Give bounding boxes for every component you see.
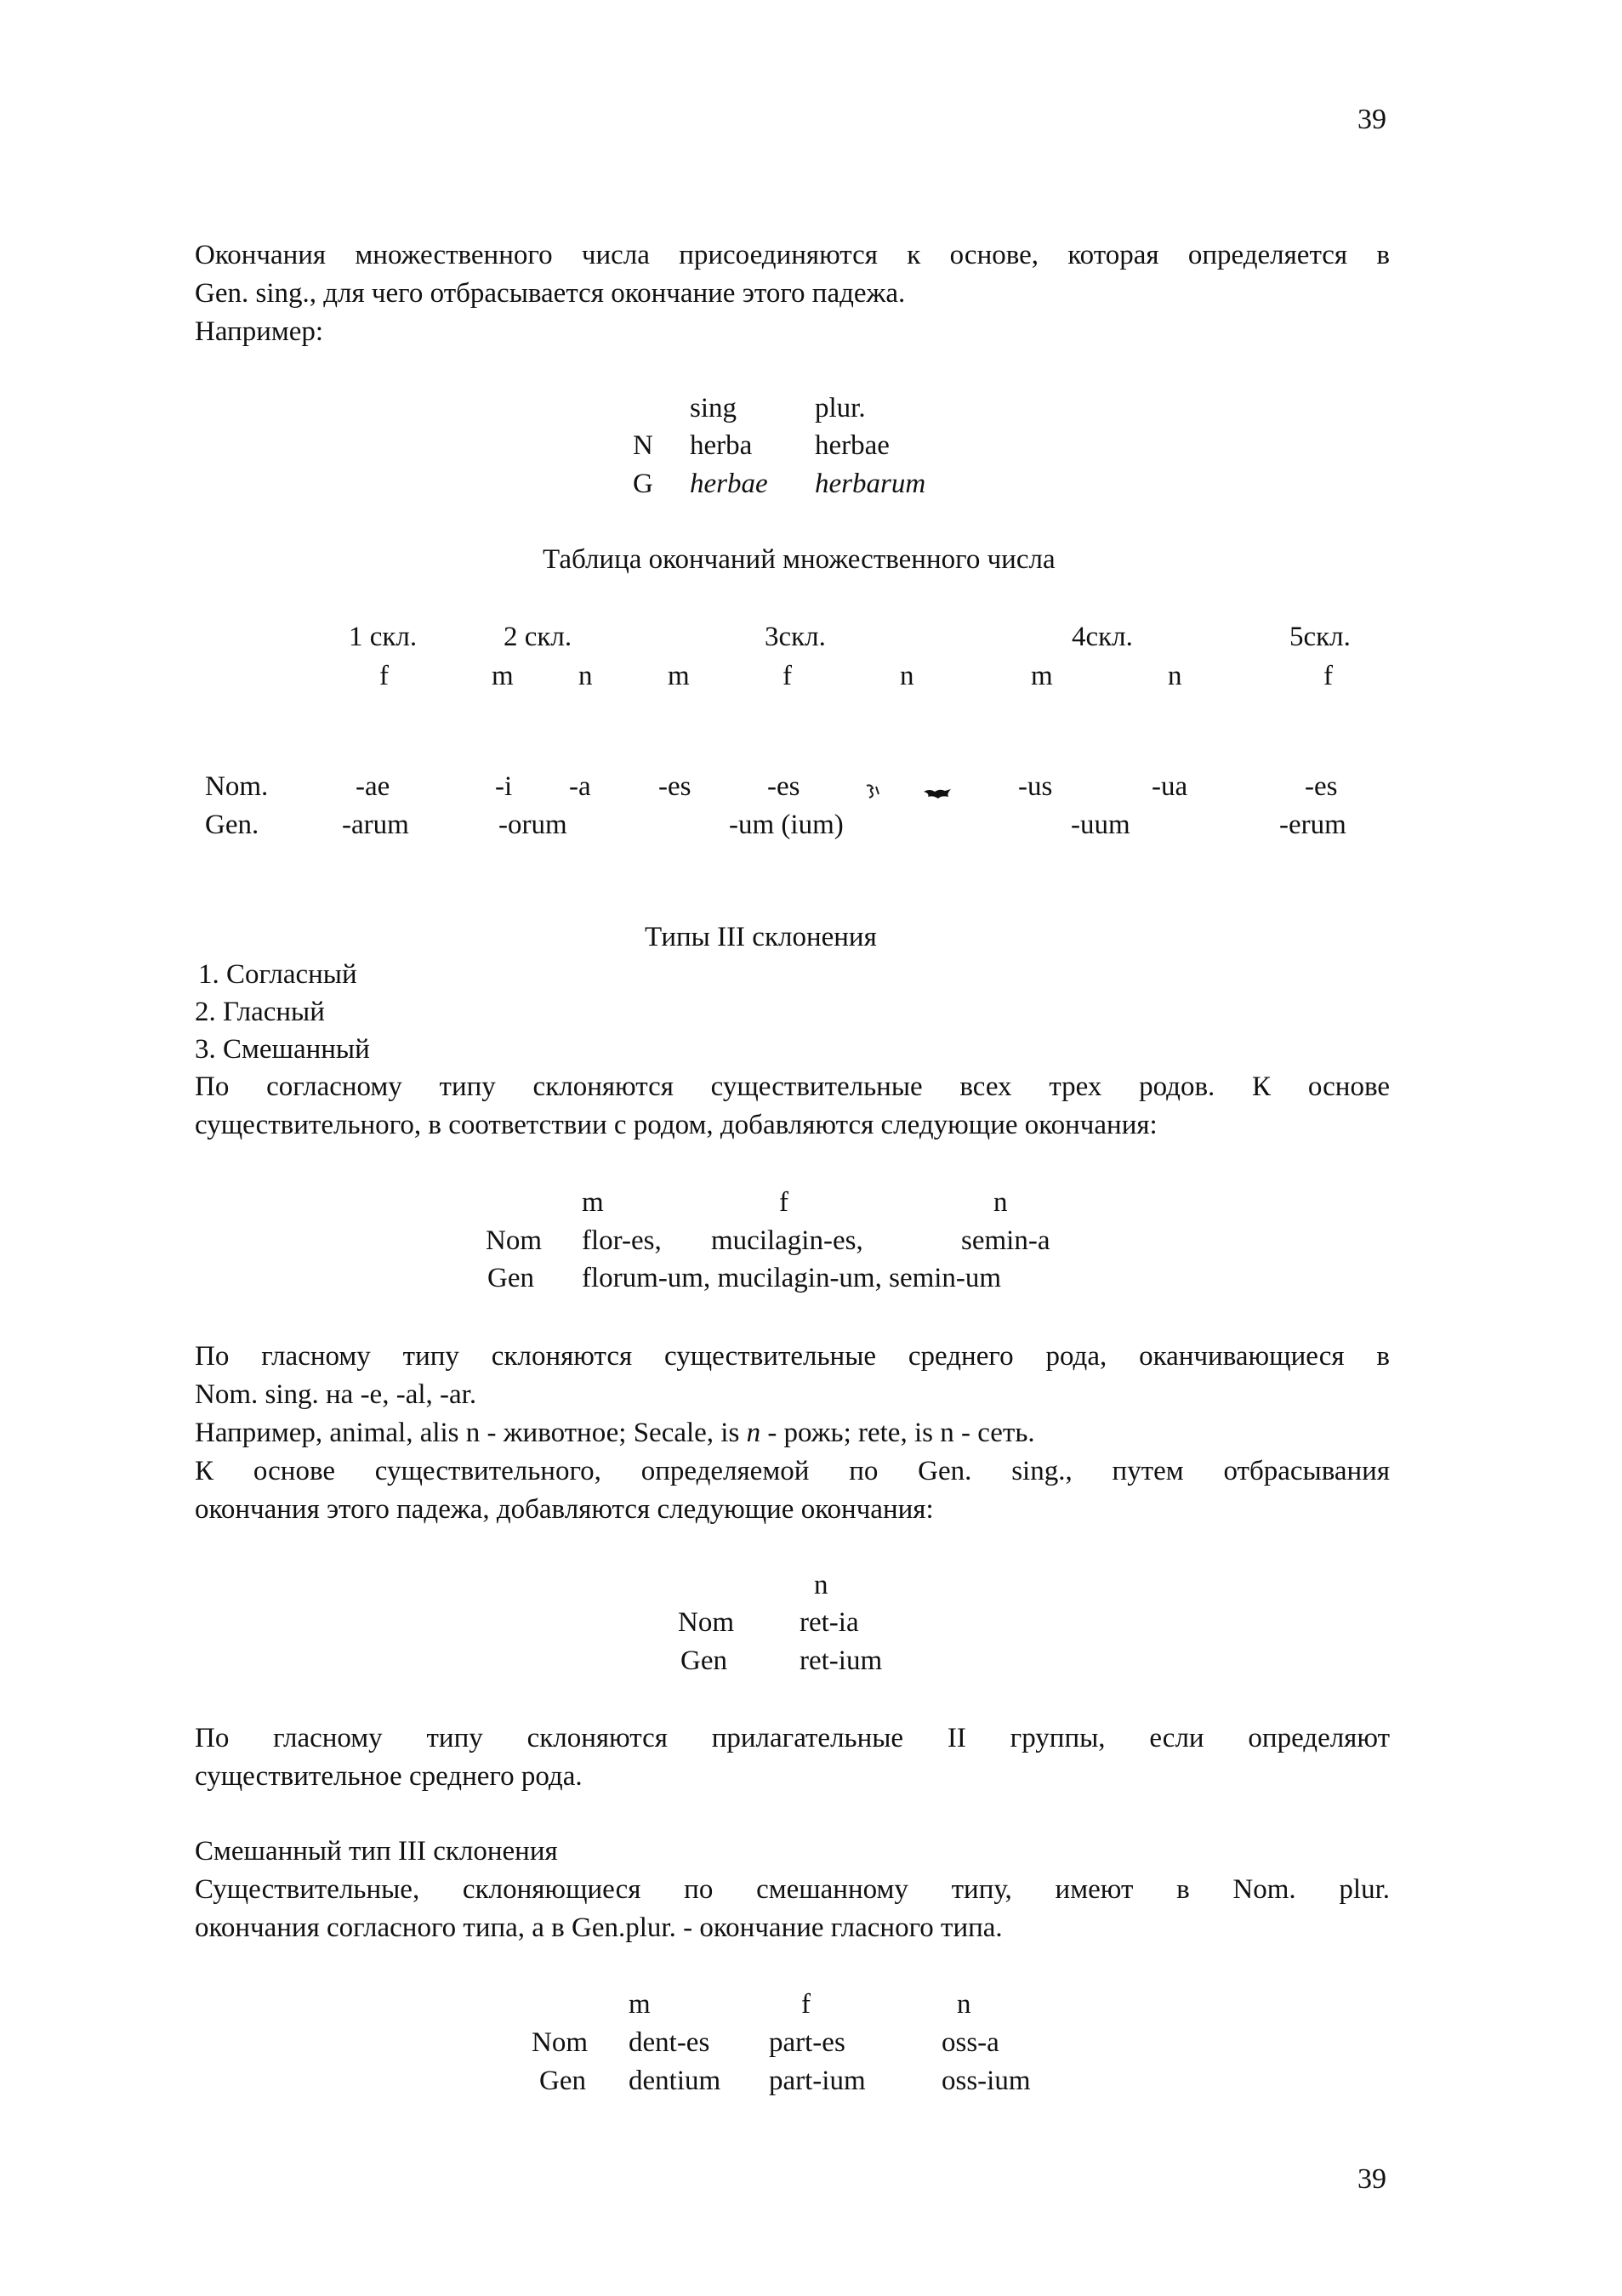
vowel-line-2: Nom. sing. на -e, -al, -ar. [195,1379,477,1410]
nom-3m: -es [658,771,691,802]
nom-4n: -ua [1152,771,1188,802]
case-n: N [633,430,653,461]
mixed-nom-m: dent-es [629,2027,710,2058]
decl-5: 5скл. [1289,622,1351,652]
vowel-gender-n: n [814,1570,828,1600]
decl-1: 1 скл. [349,622,418,652]
consonant-line-1: По согласному типу склоняются существительные всех трех родов. К основе [195,1071,1390,1102]
nom-3f: -es [767,771,800,802]
vowel-gen: ret-ium [800,1645,883,1676]
cons-nom-label: Nom [486,1225,542,1256]
vowel-example-line [195,1414,1390,1452]
mixed-line-1: Существительные, склоняющиеся по смешанному типу, имеют в Nom. plur. [195,1874,1390,1905]
type-item-2: 2. Гласный [195,997,325,1027]
row-label-gen: Gen. [205,810,259,840]
adjective-paragraph [195,1719,1390,1796]
nom-2n: -a [569,771,591,802]
type-item-3: 3. Смешанный [195,1034,370,1065]
gender-4-n: n [1168,661,1182,691]
gen-4: -uum [1071,810,1130,840]
mixed-gen-f: part-ium [769,2066,866,2096]
gen-plur: herbarum [815,469,926,499]
nom-4m: -us [1018,771,1053,802]
consonant-line-2: существительного, в соответствии с родом, добавляются следующие окончания: [195,1110,1158,1140]
case-g: G [633,469,653,499]
vowel-line-3: К основе существительного, определяемой по Gen. sing., путем отбрасывания [195,1456,1390,1486]
mixed-nom-f: part-es [769,2027,845,2058]
gender-3-f: f [783,661,792,691]
adjective-line-1: По гласному типу склоняются прилагательные II группы, если определяют [195,1723,1390,1753]
gender-3-n: n [900,661,914,691]
cons-nom-m: flor-es, [582,1225,662,1256]
nom-plur: herbae [815,430,890,461]
gender-2-m: m [492,661,514,691]
types-title: Типы III склонения [645,922,877,952]
mixed-gen-m: dentium [629,2066,721,2096]
nom-5f: -es [1305,771,1338,802]
intro-line-1: Окончания множественного числа присоединяются к основе, которая определяется в [195,240,1390,270]
nom-1: -ae [356,771,390,802]
vowel-nom-label: Nom [678,1607,734,1638]
vowel-line-1: По гласному типу склоняются существительные среднего рода, оканчивающиеся в [195,1341,1390,1372]
vowel-line-4: окончания этого падежа, добавляются следующие окончания: [195,1494,934,1525]
type-item-1: 1. Согласный [198,959,357,990]
decl-3: 3скл. [765,622,826,652]
row-label-nom: Nom. [205,771,269,802]
cons-nom-f: mucilagin-es, [711,1225,863,1256]
example-label: Например: [195,316,324,347]
vowel-nom: ret-ia [800,1607,859,1638]
consonant-paragraph [195,1068,1390,1145]
nom-sing: herba [690,430,753,461]
gen-5: -erum [1279,810,1346,840]
mixed-title: Смешанный тип III склонения [195,1836,558,1867]
vowel-paragraph [195,1338,1390,1529]
cons-gen-label: Gen [487,1263,534,1293]
table-title: Таблица окончаний множественного числа [543,544,1056,575]
decl-4: 4скл. [1072,622,1133,652]
vowel-example-prefix: Например, animal, alis n - животное; Secale, is [195,1418,747,1448]
decl-2: 2 скл. [504,622,572,652]
mixed-paragraph [195,1833,1390,1947]
cons-gen-forms: florum-um, mucilagin-um, semin-um [582,1263,1002,1293]
mixed-gender-n: n [957,1989,971,2020]
ink-mark [864,784,881,799]
page-number-bottom: 39 [1357,2163,1386,2195]
gender-4-m: m [1031,661,1053,691]
mixed-line-2: окончания согласного типа, а в Gen.plur. - окончание гласного типа. [195,1912,1003,1943]
cons-nom-n: semin-a [961,1225,1050,1256]
gen-1: -arum [342,810,409,840]
gen-3: -um (ium) [729,810,844,840]
mixed-nom-label: Nom [532,2027,588,2058]
mixed-nom-n: oss-a [942,2027,999,2058]
cons-gender-m: m [582,1187,604,1218]
ink-blot [923,787,952,800]
mixed-gen-label: Gen [539,2066,586,2096]
gender-3-m: m [668,661,690,691]
page-number-top: 39 [1357,104,1386,135]
mixed-gen-n: oss-ium [942,2066,1031,2096]
intro-paragraph [195,236,1390,351]
cons-gender-f: f [779,1187,788,1218]
vowel-gen-label: Gen [680,1645,727,1676]
gender-1-f: f [379,661,389,691]
intro-line-2: Gen. sing., для чего отбрасывается окончание этого падежа. [195,278,906,309]
header-sing: sing [690,393,737,423]
mixed-gender-f: f [801,1989,811,2020]
nom-2m: -i [495,771,513,802]
mixed-gender-m: m [629,1989,651,2020]
adjective-line-2: существительное среднего рода. [195,1761,583,1792]
gender-2-n: n [578,661,593,691]
vowel-example-n: n [746,1418,761,1448]
gen-2: -orum [498,810,567,840]
gen-sing: herbae [690,469,768,499]
gender-5-f: f [1323,661,1333,691]
cons-gender-n: n [993,1187,1008,1218]
header-plur: plur. [815,393,866,423]
vowel-example-suffix: - рожь; rete, is n - сеть. [760,1418,1035,1448]
